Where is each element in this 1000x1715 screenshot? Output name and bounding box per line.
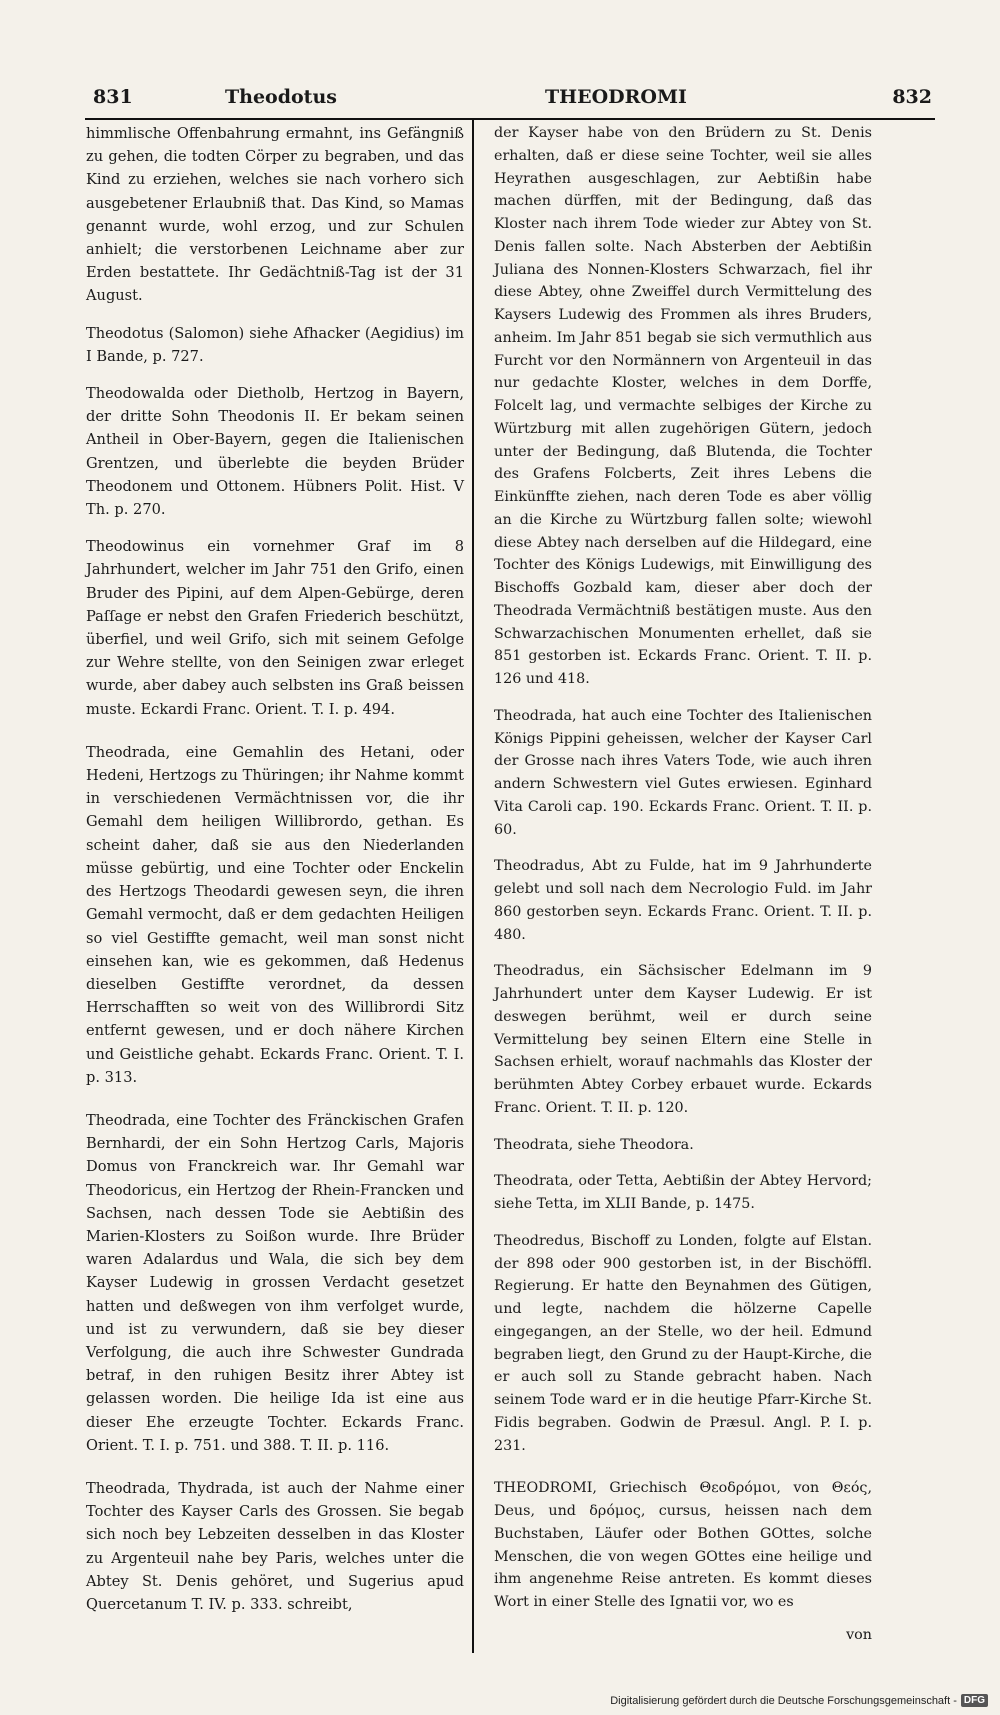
footer-text: Digitalisierung gefördert durch die Deutsche Forschungsgemeinschaft -	[610, 1694, 957, 1707]
entry-theodrada-3-continued: der Kayser habe von den Brüdern zu St. Denis erhalten, daß er diese seine Tochter, weil sie alles Heyrathen ausgeschlagen, zur Aebtißin habe machen dürffen, mit der Bedingung, daß das Kloster nach ihrem Tode wieder zur Abtey von St. Denis fallen solte. Nach Absterben der Aebtißin Juliana des Nonnen-Klosters Schwarzach, fiel ihr diese Abtey, ohne Zweiffel durch Vermittelung des Kaysers Ludewig des Frommen als ihres Bruders, anheim. Im Jahr 851 begab sie sich vermuthlich aus Furcht vor den Normännern von Argenteuil in das nur gedachte Kloster, welches in dem Dorffe, Folcelt lag, und vermachte selbiges der Kirche zu Würtzburg mit allen zugehörigen Gütern, jedoch unter der Bedingung, daß Blutenda, die Tochter des Grafens Folcberts, Zeit ihres Lebens die Einkünffte ziehen, nach deren Tode es aber völlig an die Kirche zu Würtzburg fallen solte; wiewohl diese Abtey nach derselben auf die Hildegard, eine Tochter des Königs Ludewigs, mit Einwilligung des Bischoffs Gozbald kam, dieser aber doch der Theodrada Vermächtniß bestätigen muste. Aus den Schwarzachischen Monumenten erhellet, daß sie 851 gestorben ist. Eckards Franc. Orient. T. II. p. 126 und 418.	[494, 125, 872, 687]
page-header	[85, 80, 940, 120]
entry-theodrata-1: Theodrata, siehe Theodora.	[494, 1136, 694, 1153]
column-divider	[472, 118, 474, 1653]
entry-theodowinus: Theodowinus ein vornehmer Graf im 8 Jahrhundert, welcher im Jahr 751 den Grifo, einen Bruder des Pipini, auf dem Alpen-Gebürge, deren Paſſage er nebst den Grafen Friederich beschützt, überfiel, und weil Grifo, sich mit seinem Gefolge zur Wehre stellte, von den Seinigen zwar erleget wurde, aber dabey auch selbsten ins Graß beissen muste. Eckardi Franc. Orient. T. I. p. 494.	[86, 538, 464, 718]
entry-theodrata-2: Theodrata, oder Tetta, Aebtißin der Abtey Hervord; siehe Tetta, im XLII Bande, p. 1475.	[494, 1173, 872, 1212]
right-column	[494, 122, 872, 1647]
entry-theodromi: THEODROMI, Griechisch Θεοδρόμοι, von Θεός, Deus, und δρόμος, cursus, heissen nach dem Buchstaben, Läufer oder Bothen GOttes, solche Menschen, die von wegen GOttes eine heilige und ihm angenehme Reise antreten. Es kommt dieses Wort in einer Stelle des Ignatii vor, wo es	[494, 1480, 872, 1610]
entry-theodotus-salomon: Theodotus (Salomon) siehe Afhacker (Aegidius) im I Bande, p. 727.	[86, 324, 464, 365]
entry-theodradus-1: Theodradus, Abt zu Fulde, hat im 9 Jahrhunderte gelebt und soll nach dem Necrologio Fuld. im Jahr 860 gestorben seyn. Eckards Franc. Orient. T. II. p. 480.	[494, 858, 872, 943]
dfg-logo: DFG	[961, 1694, 988, 1707]
digitization-footer	[610, 1694, 988, 1707]
entry-continuation: himmlische Offenbahrung ermahnt, ins Gefängniß zu gehen, die todten Cörper zu begraben, und das Kind zu erziehen, welches sie nach vorhero sich ausgebetener Erlaubniß that. Das Kind, so Mamas genannt wurde, wohl erzog, und zur Schulen anhielt; die verstorbenen Leichname aber zur Erden bestattete. Ihr Gedächtniß-Tag ist der 31 August.	[86, 125, 464, 305]
left-column	[86, 122, 464, 1630]
page-number-left: 831	[93, 86, 133, 108]
running-head-right: THEODROMI	[545, 86, 687, 108]
entry-theodrada-2: Theodrada, eine Tochter des Fränckischen Grafen Bernhardi, der ein Sohn Hertzog Carls, Majoris Domus von Franckreich war. Ihr Gemahl war Theodoricus, ein Hertzog der Rhein-Francken und Sachsen, nach dessen Tode sie Aebtißin des Marien-Klosters zu Soißon wurde. Ihre Brüder waren Adalardus und Wala, die sich bey dem Kayser Ludewig in grossen Verdacht gesetzet hatten und deßwegen von ihm verfolget wurde, und ist zu verwundern, daß sie bey dieser Verfolgung, die auch ihre Schwester Gundrada betraf, in den ruhigen Besitz ihrer Abtey ist gelassen worden. Die heilige Ida ist eine aus dieser Ehe erzeugte Tochter. Eckards Franc. Orient. T. I. p. 751. und 388. T. II. p. 116.	[86, 1111, 464, 1454]
entry-theodowalda: Theodowalda oder Dietholb, Hertzog in Bayern, der dritte Sohn Theodonis II. Er bekam seinen Antheil in Ober-Bayern, gegen die Italienischen Grentzen, und überlebte die beyden Brüder Theodonem und Ottonem. Hübners Polit. Hist. V Th. p. 270.	[86, 385, 464, 519]
entry-theodredus: Theodredus, Bischoff zu Londen, folgte auf Elstan. der 898 oder 900 gestorben ist, in der Bischöffl. Regierung. Er hatte den Beynahmen des Gütigen, und legte, nachdem die hölzerne Capelle eingegangen, an der Stelle, wo der heil. Edmund begraben liegt, den Grund zu der Haupt-Kirche, die er auch soll zu Stande gebracht haben. Nach seinem Tode ward er in die heutige Pfarr-Kirche St. Fidis begraben. Godwin de Præsul. Angl. P. I. p. 231.	[494, 1232, 872, 1454]
header-rule	[85, 118, 935, 120]
catchword: von	[846, 1626, 872, 1643]
entry-theodrada-1: Theodrada, eine Gemahlin des Hetani, oder Hedeni, Hertzogs zu Thüringen; ihr Nahme kommt in verschiedenen Vermächtnissen vor, die ihr Gemahl dem heiligen Willibrordo, gethan. Es scheint daher, daß sie aus den Niederlanden müsse gebürtig, und eine Tochter oder Enckelin des Hertzogs Theodardi gewesen seyn, die ihren Gemahl vermocht, daß er dem gedachten Heiligen so viel Gestiffte gemacht, weil man sonst nicht einsehen kan, wie es gekommen, daß Hedenus dieselben Gestiffte verordnet, da dessen Herrschafften so weit von des Willibrordi Sitz entfernt gewesen, und er doch nähere Kirchen und Geistliche gehabt. Eckards Franc. Orient. T. I. p. 313.	[86, 743, 464, 1086]
page-number-right: 832	[892, 86, 932, 108]
running-head-left: Theodotus	[225, 86, 337, 108]
entry-theodrada-4: Theodrada, hat auch eine Tochter des Italienischen Königs Pippini geheissen, welcher der Kayser Carl der Grosse nach ihres Vaters Tode, wie auch ihren andern Schwestern viel Gutes erwiesen. Eginhard Vita Caroli cap. 190. Eckards Franc. Orient. T. II. p. 60.	[494, 707, 872, 838]
entry-theodradus-2: Theodradus, ein Sächsischer Edelmann im 9 Jahrhundert unter dem Kayser Ludewig. Er ist deswegen berühmt, weil er durch seine Vermittelung bey seinen Eltern eine Stelle in Sachsen erhielt, worauf nachmahls das Kloster der berühmten Abtey Corbey erbauet wurde. Eckards Franc. Orient. T. II. p. 120.	[494, 963, 872, 1116]
entry-theodrada-3: Theodrada, Thydrada, ist auch der Nahme einer Tochter des Kayser Carls des Grossen. Sie begab sich noch bey Lebzeiten desselben in das Kloster zu Argenteuil nahe bey Paris, welches unter die Abtey St. Denis gehöret, und Sugerius apud Quercetanum T. IV. p. 333. schreibt,	[86, 1479, 464, 1613]
